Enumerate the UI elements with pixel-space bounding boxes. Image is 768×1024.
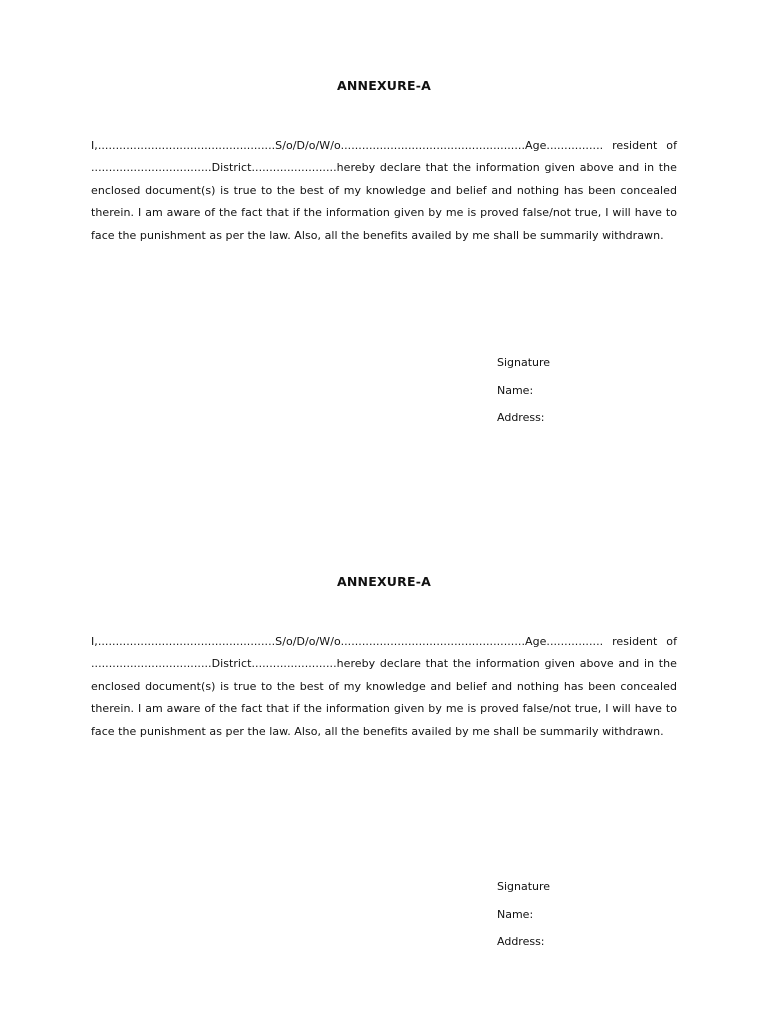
name-label: Name: [497,383,534,397]
signature-block-2 [497,873,550,956]
signature-label: Signature [497,880,551,893]
declaration-paragraph: I,..................................................S/o/D/o/W/o....................................................Age................ resident of ..................................District........................hereby declare that the information given above and in the enclosed document(s) is true to the best of my knowledge and belief and nothing has been concealed therein. I am aware of the fact that if the information given by me is proved false/not true, I will have to face the punishment as per the law. Also, all the benefits availed by me shall be summarily withdrawn. [91,635,677,738]
address-label: Address: [497,411,545,424]
signature-label: Signature [497,356,551,369]
address-label: Address: [497,935,545,948]
annexure-form-2 [91,574,677,743]
name-label: Name: [497,907,534,921]
declaration-paragraph: I,..................................................S/o/D/o/W/o....................................................Age................ resident of ..................................District........................hereby declare that the information given above and in the enclosed document(s) is true to the best of my knowledge and belief and nothing has been concealed therein. I am aware of the fact that if the information given by me is proved false/not true, I will have to face the punishment as per the law. Also, all the benefits availed by me shall be summarily withdrawn. [91,139,677,242]
annexure-title: ANNEXURE-A [337,574,431,589]
annexure-title: ANNEXURE-A [337,78,431,93]
annexure-form-1 [91,78,677,247]
signature-block-1 [497,349,550,432]
